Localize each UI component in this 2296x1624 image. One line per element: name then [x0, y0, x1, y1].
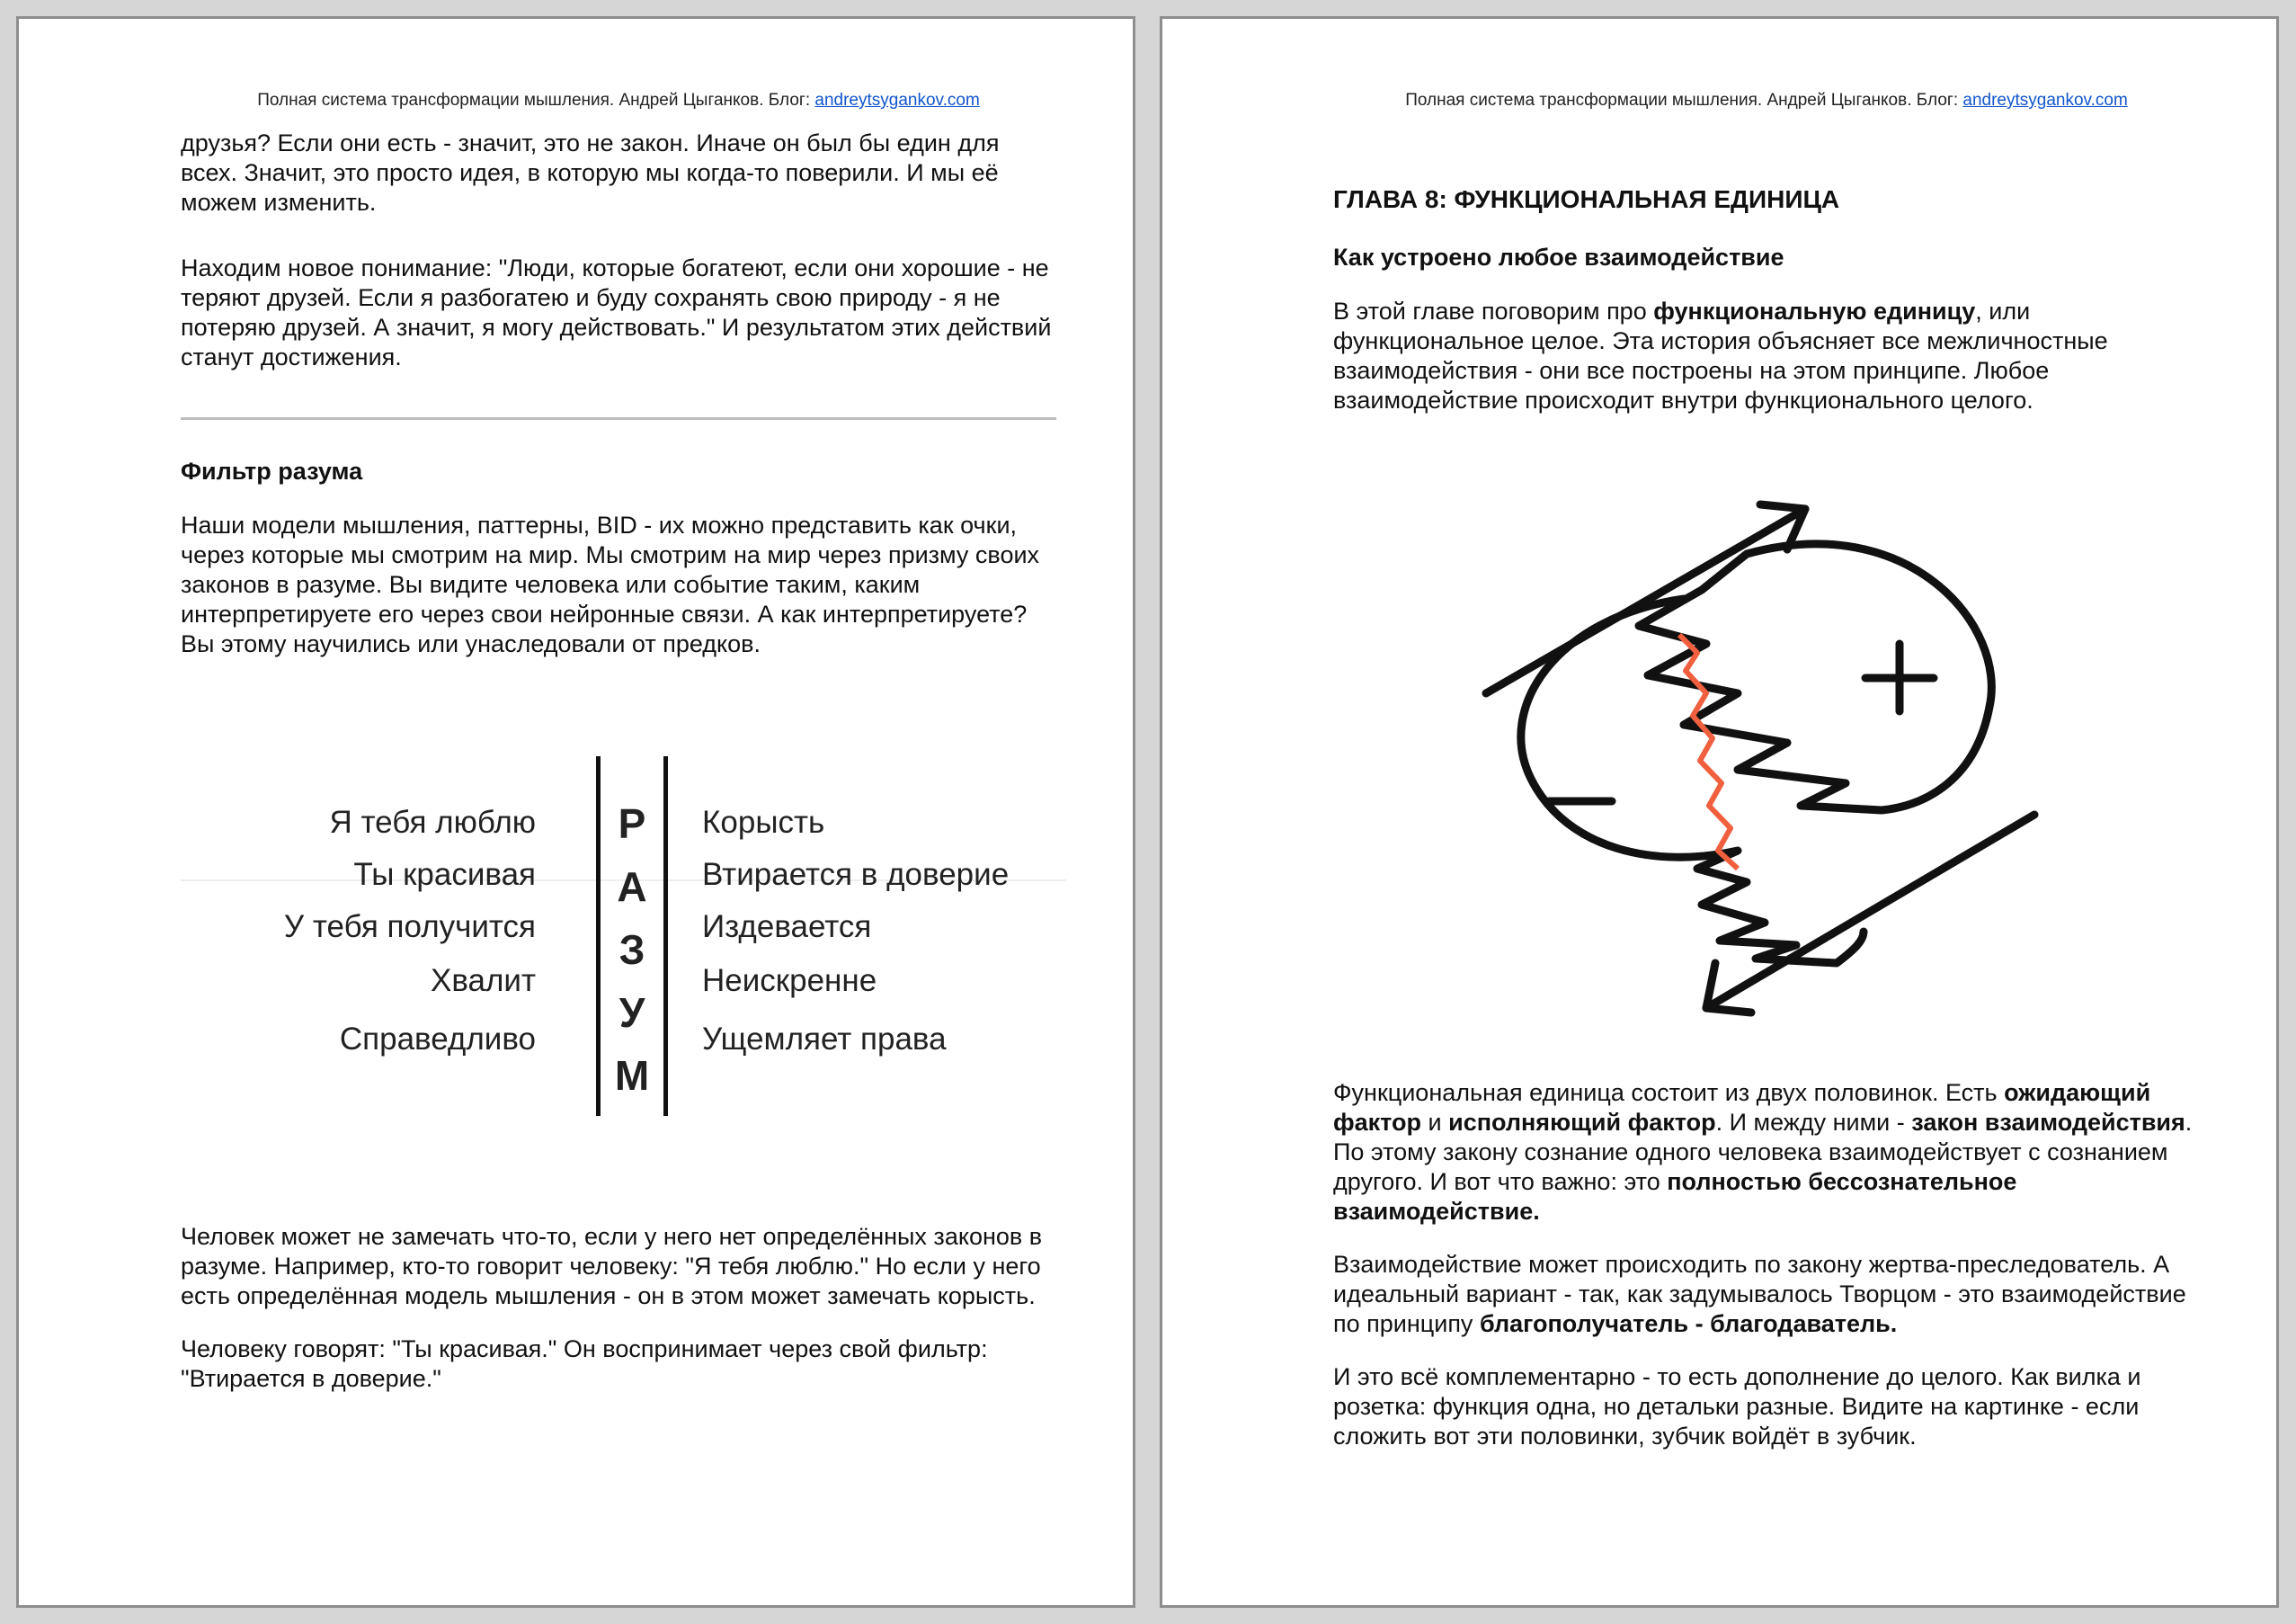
- text-run: и: [1421, 1109, 1449, 1136]
- paragraph: друзья? Если они есть - значит, это не закон. Иначе он был бы един для всех. Значит, это просто идея, в которую мы когда-то поверили. И мы её можем изменить.: [181, 129, 1000, 216]
- right-page-content: [1333, 19, 2200, 1605]
- header-text: Полная система трансформации мышления. Андрей Цыганков. Блог:: [257, 91, 815, 110]
- bold-term: функциональную единицу: [1653, 298, 1976, 325]
- paragraph: Человек может не замечать что-то, если у него нет определённых законов в разуме. Например, кто-то говорит человеку: "Я тебя люблю." Но если у него есть определённая модель мышления - он в этом может замечать корысть.: [181, 1223, 1043, 1309]
- chapter-title: ГЛАВА 8: ФУНКЦИОНАЛЬНАЯ ЕДИНИЦА: [1333, 185, 1840, 213]
- filter-output-item: Ущемляет права: [702, 1022, 947, 1057]
- paragraph: [1333, 1078, 2200, 1227]
- filter-input-item: Я тебя люблю: [329, 805, 536, 840]
- filter-output-column: [702, 797, 1009, 1070]
- filter-output-item: Втирается в доверие: [702, 857, 1010, 892]
- filter-input-item: Ты красивая: [353, 857, 536, 892]
- mind-filter-diagram: [181, 756, 1066, 1134]
- bold-term: благополучатель - благодаватель.: [1479, 1310, 1898, 1337]
- filter-letter: Р: [618, 800, 646, 847]
- filter-input-item: Хвалит: [430, 963, 536, 998]
- paragraph: И это всё комплементарно - то есть дополнение до целого. Как вилка и розетка: функция одна, но детальки разные. Видите на картинке - если сложить вот эти половинки, зубчик войдёт в зубчик.: [1333, 1363, 2141, 1450]
- filter-input-column: [284, 797, 536, 1070]
- filter-letter: У: [618, 989, 645, 1036]
- paragraph: Наши модели мышления, паттерны, BID - их можно представить как очки, через которые мы смотрим на мир. Мы смотрим на мир через призму своих законов в разуме. Вы видите человека или событие таким, каким интерпретируете его через свои нейронные связи. А как интерпретируете? Вы этому научились или унаследовали от предков.: [181, 512, 1040, 657]
- text-flow-top: [181, 129, 1056, 396]
- text-run: Взаимодействие может происходить по закону жертва-преследователь. А идеальный вариант - так, как задумывалось Творцом - это взаимодействие по принципу: [1333, 1251, 2186, 1337]
- left-page: [16, 16, 1135, 1608]
- left-page-content: [181, 19, 1056, 1605]
- section-title: Фильтр разума: [181, 458, 363, 485]
- bold-term: ожидающий фактор: [1333, 1079, 2151, 1136]
- text-run: . И между ними -: [1715, 1109, 1912, 1136]
- text-flow-section: [181, 458, 1056, 683]
- blog-link[interactable]: andreytsygankov.com: [814, 91, 980, 110]
- text-run: , или функциональное целое. Эта история объясняет все межличностные взаимодействия - они все построены на этом принципе. Любое взаимодействие происходит внутри функционального целого.: [1333, 298, 2108, 414]
- paragraph: Человеку говорят: "Ты красивая." Он воспринимает через свой фильтр: "Втирается в доверие.": [181, 1335, 988, 1392]
- text-run: . По этому закону сознание одного человека взаимодействует с сознанием другого. И вот что важно: это: [1333, 1109, 2193, 1195]
- filter-input-item: Справедливо: [339, 1022, 536, 1057]
- bold-term: закон взаимодействия: [1911, 1109, 2185, 1136]
- filter-word-razum: [596, 792, 668, 1107]
- filter-letter: А: [617, 863, 647, 910]
- bold-term: исполняющий фактор: [1448, 1109, 1716, 1136]
- paragraph: [1333, 297, 2200, 415]
- lower-arrow-line: [1706, 815, 2034, 1008]
- text-run: В этой главе поговорим про: [1333, 298, 1654, 325]
- chapter-subtitle: Как устроено любое взаимодействие: [1333, 244, 1784, 271]
- right-page: [1160, 16, 2279, 1608]
- running-header: [181, 91, 1056, 111]
- filter-input-item: У тебя получится: [283, 909, 536, 944]
- interaction-zigzag-line: [1679, 635, 1738, 869]
- text-run: Функциональная единица состоит из двух половинок. Есть: [1333, 1079, 2005, 1106]
- filter-letter: З: [618, 926, 645, 973]
- filter-output-item: Издевается: [702, 909, 872, 944]
- text-flow-intro: [1333, 244, 2200, 439]
- filter-letter: М: [614, 1052, 650, 1099]
- paragraph: Находим новое понимание: "Люди, которые богатеют, если они хорошие - не теряют друзей. Если я разбогатею и буду сохранять свою природу - я не потеряю друзей. А значит, я могу действовать." И результатом этих действий станут достижения.: [181, 254, 1052, 370]
- filter-output-item: Корысть: [702, 805, 825, 840]
- upper-arrow-line: [1486, 509, 1805, 693]
- header-text: Полная система трансформации мышления. Андрей Цыганков. Блог:: [1405, 91, 1963, 110]
- text-flow-body: [1333, 1078, 2200, 1475]
- chapter-heading: [1333, 185, 2200, 214]
- section-divider: [181, 417, 1056, 420]
- paragraph: [1333, 1250, 2200, 1339]
- bold-term: полностью бессознательное взаимодействие.: [1333, 1168, 2017, 1225]
- blog-link[interactable]: andreytsygankov.com: [1962, 91, 2128, 110]
- functional-unit-diagram: [1477, 473, 2052, 1031]
- running-header: [1333, 91, 2200, 111]
- text-flow-bottom: [181, 1222, 1056, 1417]
- filter-output-item: Неискренне: [702, 963, 877, 998]
